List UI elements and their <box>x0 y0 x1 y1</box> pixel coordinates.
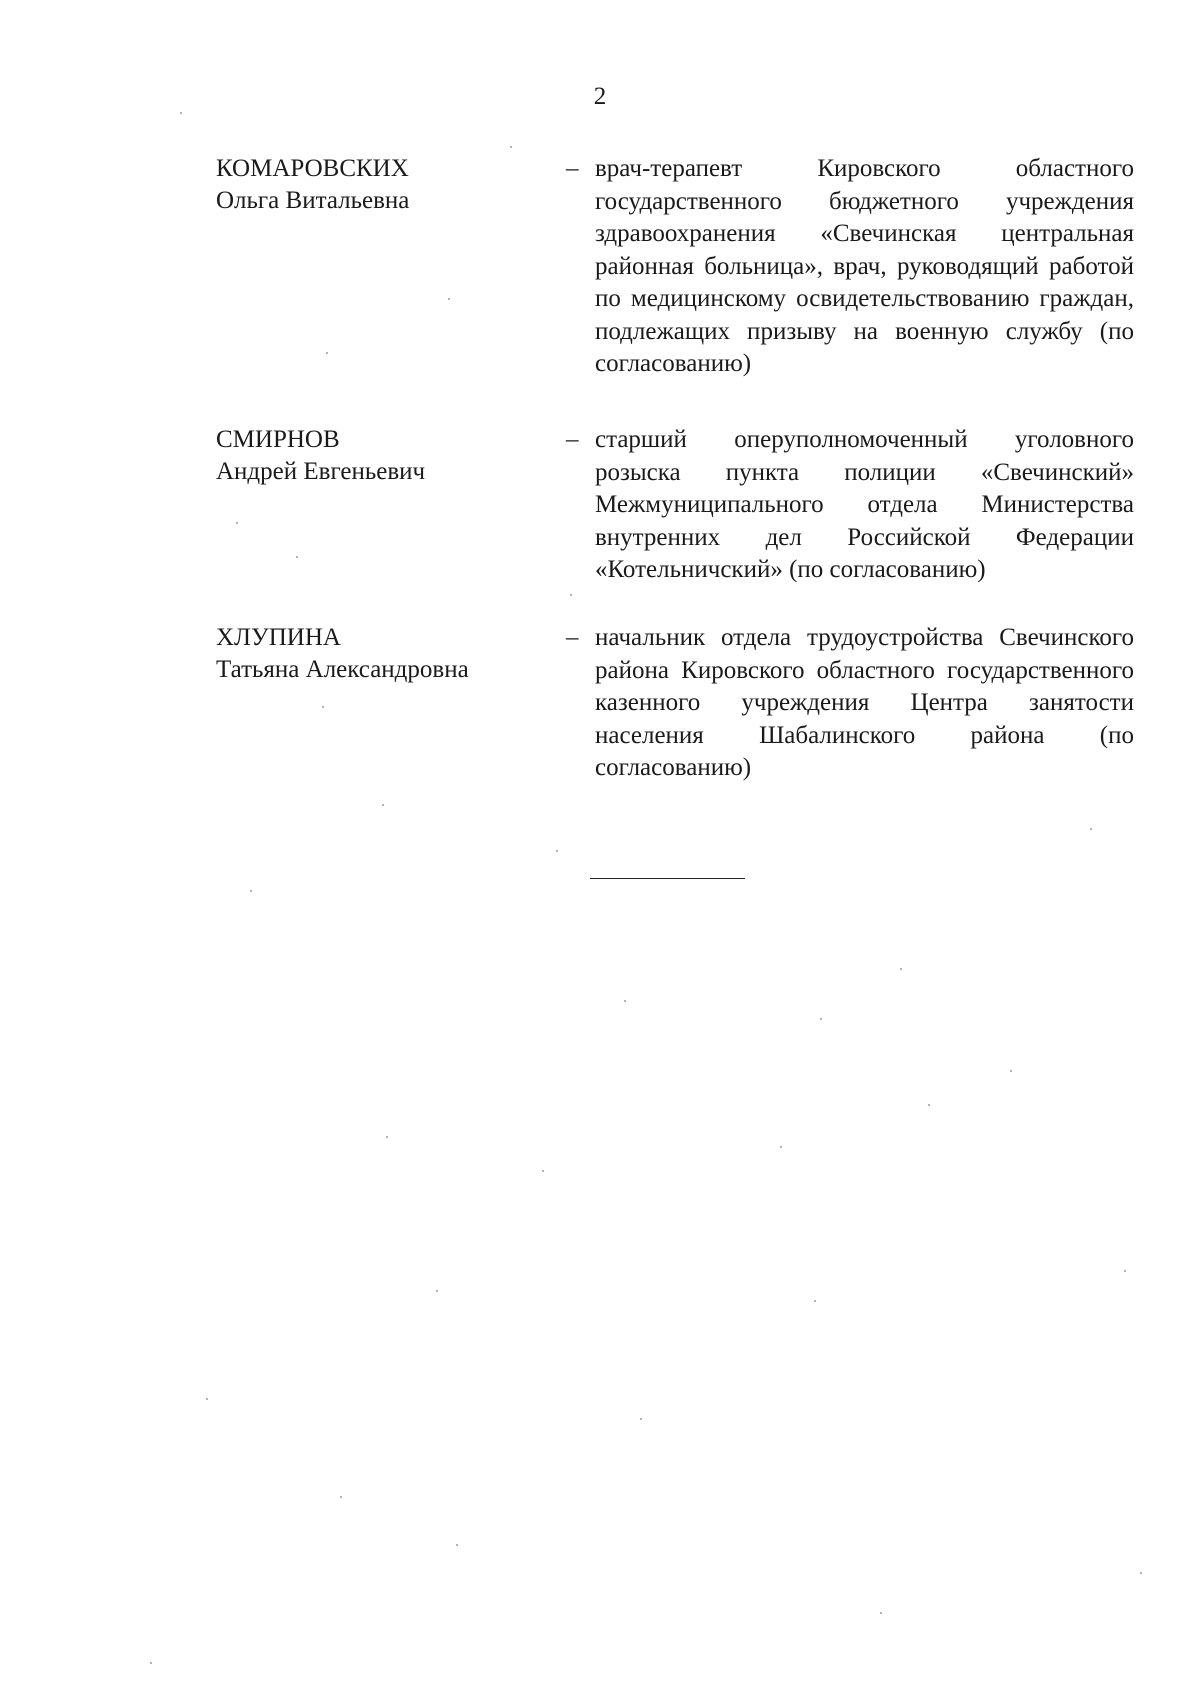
scan-speck <box>436 1290 438 1292</box>
member-given-names: Андрей Евгеньевич <box>216 458 426 485</box>
scan-speck <box>624 1000 626 1002</box>
scan-speck <box>820 1018 822 1020</box>
scan-speck <box>296 556 298 558</box>
scan-speck <box>382 804 384 806</box>
scan-speck <box>150 1662 152 1664</box>
member-position: старший оперуполномоченный уголовного розыска пункта полиции «Свечинский» Межмуниципального отдела Министерства внутренних дел Российской Федерации «Котельничский» (по согласованию) <box>595 426 1134 583</box>
member-surname: СМИРНОВ <box>216 426 340 453</box>
entry-dash: – <box>566 155 579 182</box>
scan-speck <box>1140 1572 1142 1574</box>
scan-speck <box>780 1146 782 1148</box>
scan-speck <box>556 850 558 852</box>
scan-speck <box>814 1300 816 1302</box>
member-surname: ХЛУПИНА <box>216 624 341 651</box>
page-number: 2 <box>593 83 607 110</box>
scan-speck <box>456 1544 458 1546</box>
scan-speck <box>880 1612 882 1614</box>
scan-speck <box>900 968 902 970</box>
scan-speck <box>928 1104 930 1106</box>
scan-speck <box>570 594 572 596</box>
member-name <box>216 424 546 488</box>
member-position: начальник отдела трудоустройства Свечинского района Кировского областного государственного казенного учреждения Центра занятости населения Шабалинского района (по согласованию) <box>595 624 1134 781</box>
scan-speck <box>180 112 182 114</box>
scan-speck <box>510 146 512 148</box>
scan-speck <box>640 1418 642 1420</box>
scan-speck <box>448 298 450 300</box>
scan-speck <box>326 352 328 354</box>
scan-speck <box>236 522 238 524</box>
scan-speck <box>206 1398 208 1400</box>
member-given-names: Татьяна Александровна <box>216 656 469 683</box>
member-surname: КОМАРОВСКИХ <box>216 155 409 182</box>
entry-dash: – <box>566 426 579 453</box>
entry-dash: – <box>566 624 579 651</box>
scan-speck <box>322 706 324 708</box>
scan-speck <box>1010 1070 1012 1072</box>
member-name <box>216 622 546 686</box>
scan-speck <box>1090 828 1092 830</box>
scan-speck <box>250 890 252 892</box>
member-name <box>216 153 546 217</box>
scan-speck <box>1124 1270 1126 1272</box>
member-given-names: Ольга Витальевна <box>216 187 410 214</box>
closing-rule <box>590 878 745 879</box>
scan-speck <box>340 1496 342 1498</box>
scan-speck <box>542 1170 544 1172</box>
scan-speck <box>386 1136 388 1138</box>
member-position: врач-терапевт Кировского областного государственного бюджетного учреждения здравоохранения «Свечинская центральная районная больница», врач, руководящий работой по медицинскому освидетельствованию граждан, подлежащих призыву на военную службу (по согласованию) <box>595 155 1134 377</box>
